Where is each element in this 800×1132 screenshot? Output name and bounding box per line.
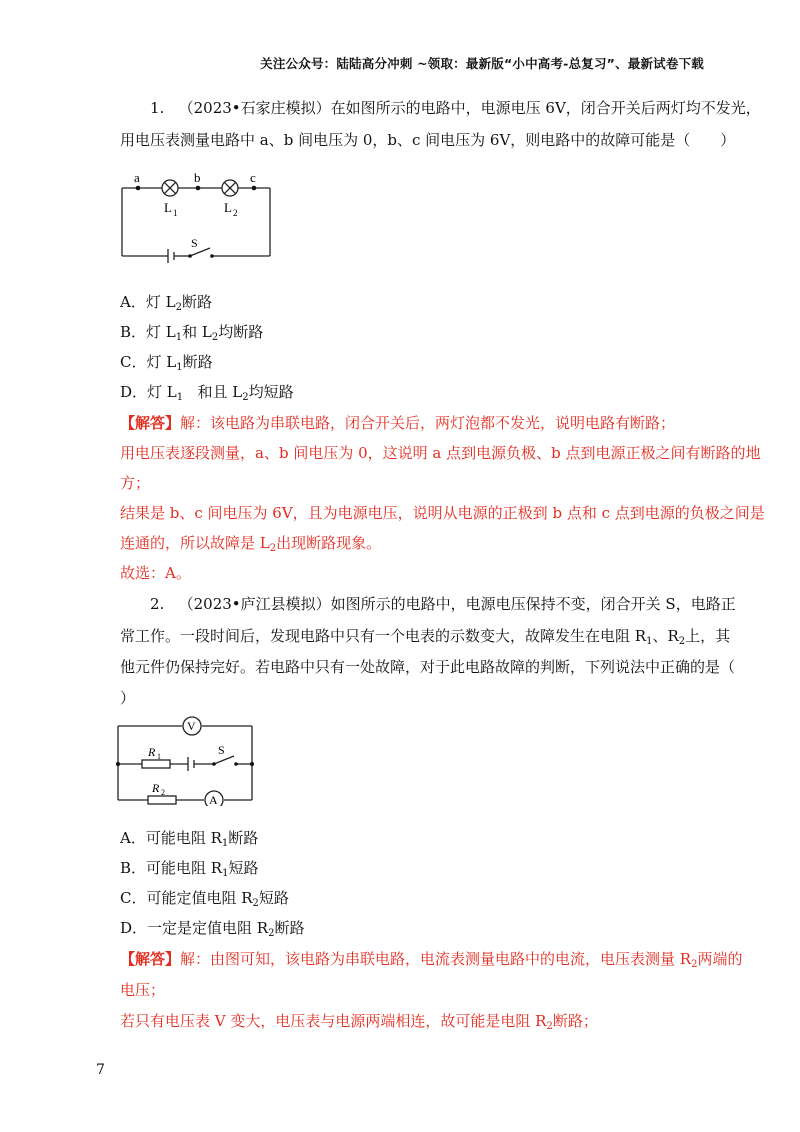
q2-r2-sub: 2 xyxy=(161,788,165,797)
q2-answer-line2: 电压； xyxy=(120,981,166,999)
q2-circuit-diagram xyxy=(116,712,262,806)
q2-option-a: A．可能电阻 $R_1$断路 xyxy=(120,829,259,849)
q1-point-a: a xyxy=(134,170,140,185)
q2-r1-sub: 1 xyxy=(157,752,161,761)
q2-option-b: B．可能电阻 $R_1$短路 xyxy=(120,859,259,879)
q1-answer-tag: 【解答】 xyxy=(120,414,181,432)
q1-lamp1-sub: 1 xyxy=(173,208,178,218)
q2-answer-line1: 【解答】解：由图可知，该电路为串联电路，电流表测量电路中的电流，电压表测量 $R_2$两端的 xyxy=(120,950,743,970)
q2-option-d: D．一定是定值电阻 $R_2$断路 xyxy=(120,919,305,939)
q1-lamp1-label: L xyxy=(164,200,172,215)
q1-circuit-diagram xyxy=(118,168,278,263)
q1-point-c: c xyxy=(250,170,256,185)
q1-option-b: B．灯 $L_1$和 $L_2$均断路 xyxy=(120,323,264,343)
q2-stem-line3: 他元件仍保持完好。若电路中只有一处故障，对于此电路故障的判断，下列说法中正确的是（ xyxy=(120,658,736,676)
q1-answer-line3: 方； xyxy=(120,474,151,492)
q1-stem-line2: 用电压表测量电路中 a、b 间电压为 0，b、c 间电压为 6V，则电路中的故障可能是（ ） xyxy=(120,131,736,149)
q1-answer-choice: 故选：A。 xyxy=(120,564,191,582)
q1-option-a: A．灯 $L_2$断路 xyxy=(120,293,212,313)
q2-r2-label: R xyxy=(152,781,160,795)
q1-lamp2-label: L xyxy=(224,200,232,215)
q1-stem-line1: 1. （2023•石家庄模拟）在如图所示的电路中，电源电压 6V，闭合开关后两灯均不发光， xyxy=(150,99,761,117)
q1-number: 1. xyxy=(150,99,165,117)
q2-voltmeter-label: V xyxy=(187,719,196,733)
page-number: 7 xyxy=(96,1062,105,1078)
q2-option-c: C．可能定值电阻 $R_2$短路 xyxy=(120,889,289,909)
q2-stem-line4: ） xyxy=(120,689,136,707)
page-header: 关注公众号：陆陆高分冲刺 ~领取：最新版“小中高考-总复习”、最新试卷下载 xyxy=(260,56,704,71)
q2-answer-line3: 若只有电压表 V 变大，电压表与电源两端相连，故可能是电阻 $R_2$断路； xyxy=(120,1012,598,1032)
q1-switch-label: S xyxy=(191,236,198,250)
q2-stem-line2: 常工作。一段时间后，发现电路中只有一个电表的示数变大，故障发生在电阻 $R_1$、$R_2$上，其 xyxy=(120,627,731,647)
q1-answer-line5: 连通的，所以故障是 $L_2$出现断路现象。 xyxy=(120,534,382,554)
q2-switch-label: S xyxy=(218,743,225,757)
q1-option-d: D．灯 $L_1$ 和且 $L_2$均短路 xyxy=(120,383,294,403)
q2-number: 2. xyxy=(150,595,165,613)
q1-answer-line2: 用电压表逐段测量，a、b 间电压为 0，这说明 a 点到电源负极、b 点到电源正极之间有断路的地 xyxy=(120,444,761,462)
q1-point-b: b xyxy=(194,170,201,185)
q2-ammeter-label: A xyxy=(209,793,218,806)
q2-stem-line1: 2. （2023•庐江县模拟）如图所示的电路中，电源电压保持不变，闭合开关 S，电路正 xyxy=(150,595,736,613)
q1-answer-line1: 【解答】解：该电路为串联电路，闭合开关后，两灯泡都不发光，说明电路有断路； xyxy=(120,414,676,432)
q2-r1-label: R xyxy=(148,745,156,759)
q1-lamp2-sub: 2 xyxy=(233,208,238,218)
q1-answer-line4: 结果是 b、c 间电压为 6V，且为电源电压，说明从电源的正极到 b 点和 c 点到电源的负极之间是 xyxy=(120,504,765,522)
q1-option-c: C．灯 $L_1$断路 xyxy=(120,353,213,373)
q2-answer-tag: 【解答】 xyxy=(120,950,181,968)
